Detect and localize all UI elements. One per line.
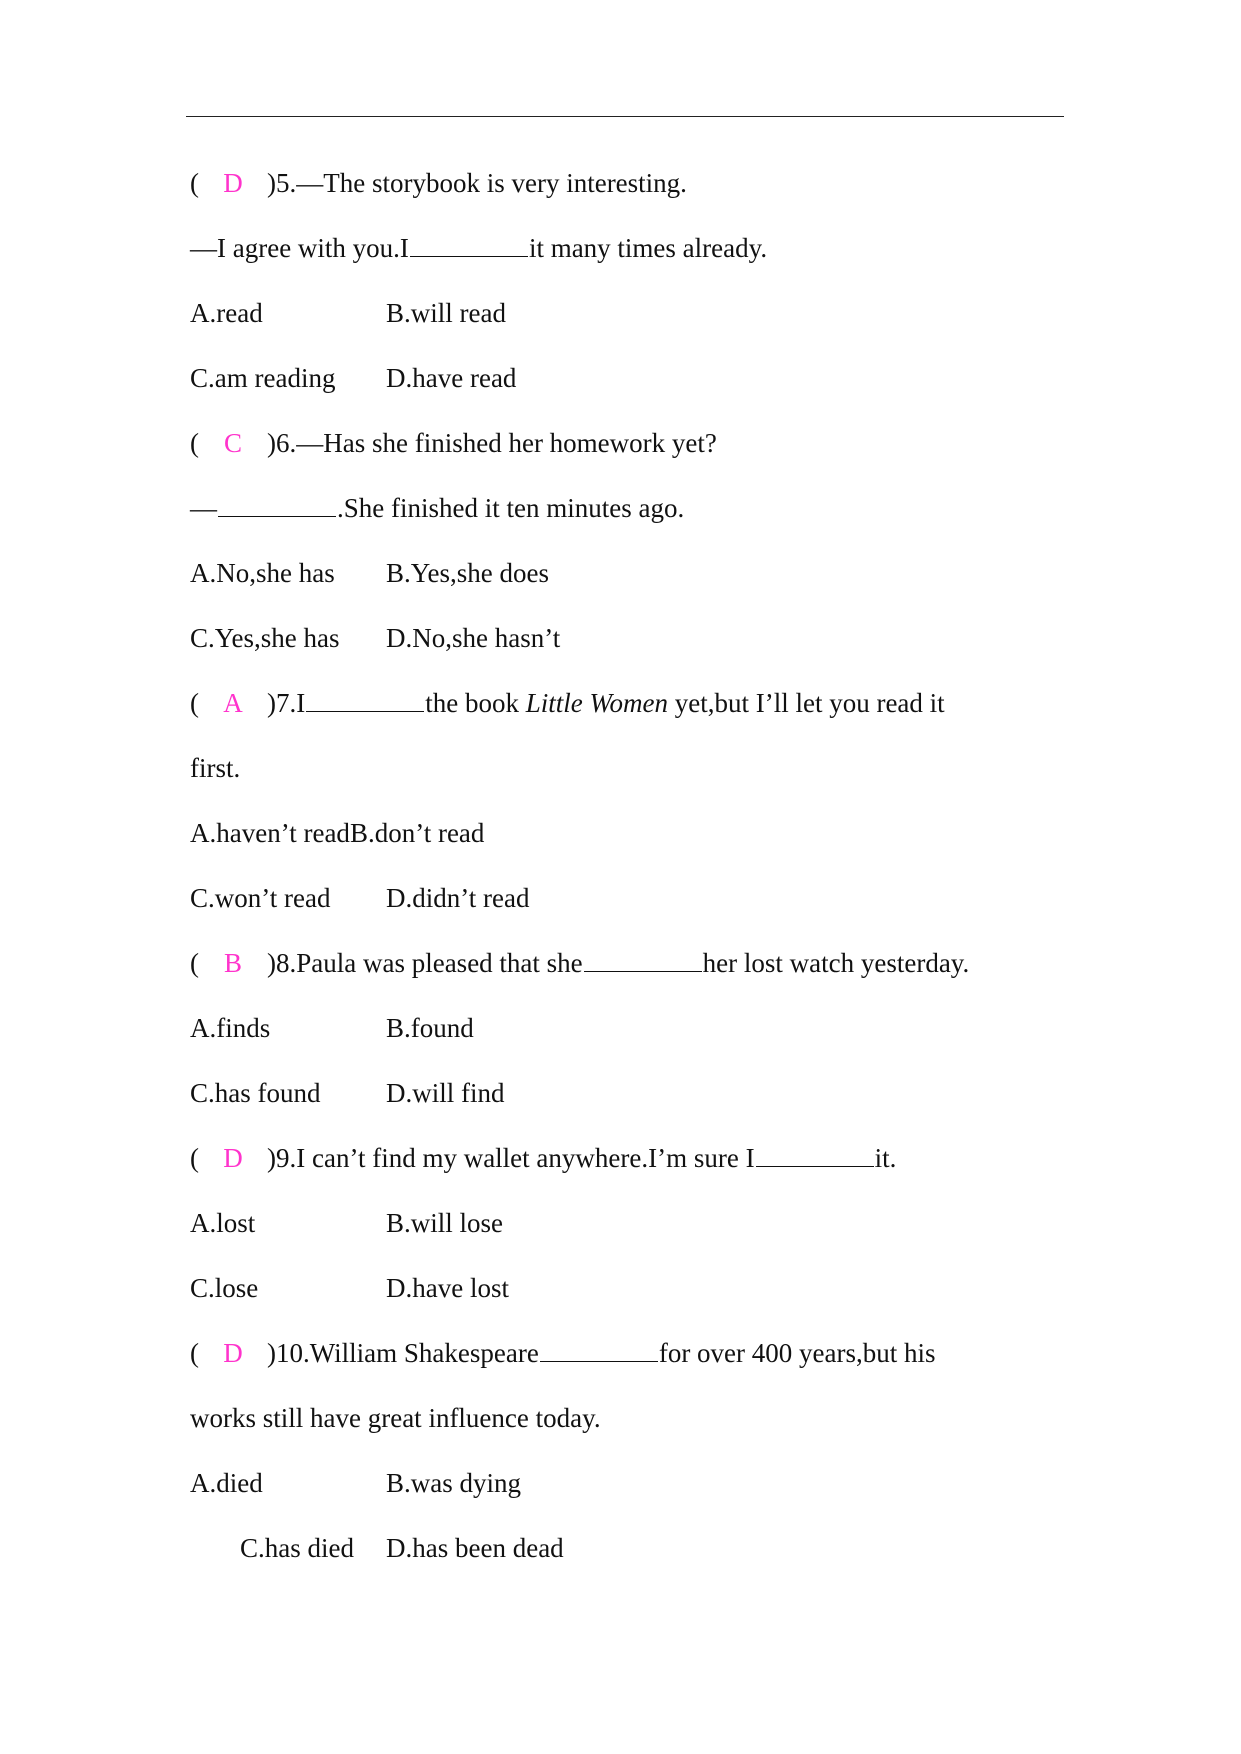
answer-mark: A	[223, 688, 243, 718]
option-d: D.have lost	[386, 1273, 509, 1303]
question-8-options-row2	[190, 1077, 505, 1109]
question-9-options-row1	[190, 1207, 503, 1239]
question-text: for over 400 years,but his	[658, 1338, 936, 1368]
option-a: A.haven’t read	[190, 818, 350, 848]
question-6-line2	[190, 492, 684, 524]
answer-blank	[756, 1144, 874, 1167]
question-text: —	[190, 493, 217, 523]
question-text: )5.—The storybook is very interesting.	[267, 168, 687, 198]
question-10-options-row2	[190, 1532, 564, 1564]
answer-blank	[540, 1339, 658, 1362]
answer-mark: D	[223, 1338, 243, 1368]
option-a: A.lost	[190, 1208, 256, 1238]
question-text: .She finished it ten minutes ago.	[337, 493, 685, 523]
question-7-options-row1	[190, 817, 484, 849]
answer-mark: D	[223, 1143, 243, 1173]
question-text: )7.I	[267, 688, 306, 718]
option-d: D.has been dead	[386, 1533, 564, 1563]
question-9-options-row2	[190, 1272, 509, 1304]
option-a: A.died	[190, 1468, 263, 1498]
open-bracket: (	[190, 1143, 199, 1173]
option-b: B.will lose	[386, 1208, 504, 1238]
question-8-options-row1	[190, 1012, 474, 1044]
question-text: her lost watch yesterday.	[702, 948, 970, 978]
question-6-stem	[190, 427, 717, 459]
question-6-options-row1	[190, 557, 549, 589]
question-5-options-row1	[190, 297, 506, 329]
question-10-stem	[190, 1337, 936, 1369]
question-7-options-row2	[190, 882, 529, 914]
option-a: A.read	[190, 298, 263, 328]
option-b: B.was dying	[386, 1468, 521, 1498]
option-d: D.have read	[386, 363, 517, 393]
question-text: it many times already.	[528, 233, 768, 263]
question-5-stem	[190, 167, 687, 199]
question-text: it.	[874, 1143, 897, 1173]
option-b: B.don’t read	[349, 818, 485, 848]
open-bracket: (	[190, 428, 199, 458]
question-7-stem	[190, 687, 945, 719]
open-bracket: (	[190, 1338, 199, 1368]
option-d: D.No,she hasn’t	[386, 623, 561, 653]
open-bracket: (	[190, 688, 199, 718]
question-9-stem	[190, 1142, 896, 1174]
option-b: B.Yes,she does	[386, 558, 550, 588]
question-text: yet,but I’ll let you read it	[668, 688, 945, 718]
answer-blank	[306, 689, 424, 712]
answer-mark: C	[223, 428, 242, 458]
answer-blank	[410, 234, 528, 257]
question-6-options-row2	[190, 622, 560, 654]
option-c: C.has died	[240, 1533, 354, 1563]
open-bracket: (	[190, 948, 199, 978]
header-rule	[186, 116, 1064, 117]
option-a: A.finds	[190, 1013, 271, 1043]
option-d: D.didn’t read	[386, 883, 530, 913]
question-5-line2	[190, 232, 767, 264]
answer-blank	[584, 949, 702, 972]
question-text: )10.William Shakespeare	[267, 1338, 539, 1368]
option-c: C.lose	[190, 1273, 259, 1303]
option-c: C.am reading	[190, 363, 336, 393]
option-a: A.No,she has	[190, 558, 335, 588]
option-d: D.will find	[386, 1078, 505, 1108]
question-text: )9.I can’t find my wallet anywhere.I’m sure I	[267, 1143, 755, 1173]
question-text: the book	[425, 688, 526, 718]
question-10-options-row1	[190, 1467, 521, 1499]
question-text: )8.Paula was pleased that she	[267, 948, 583, 978]
answer-mark: D	[223, 168, 243, 198]
question-8-stem	[190, 947, 969, 979]
question-text: —I agree with you.I	[190, 233, 409, 263]
option-c: C.has found	[190, 1078, 321, 1108]
option-c: C.Yes,she has	[190, 623, 340, 653]
option-b: B.found	[386, 1013, 474, 1043]
open-bracket: (	[190, 168, 199, 198]
question-text: )6.—Has she finished her homework yet?	[267, 428, 717, 458]
option-c: C.won’t read	[190, 883, 331, 913]
question-5-options-row2	[190, 362, 516, 394]
answer-mark: B	[223, 948, 242, 978]
question-10-continuation: works still have great influence today.	[190, 1403, 601, 1433]
question-7-continuation: first.	[190, 753, 241, 783]
option-b: B.will read	[386, 298, 506, 328]
answer-blank	[218, 494, 336, 517]
book-title: Little Women	[525, 688, 668, 718]
